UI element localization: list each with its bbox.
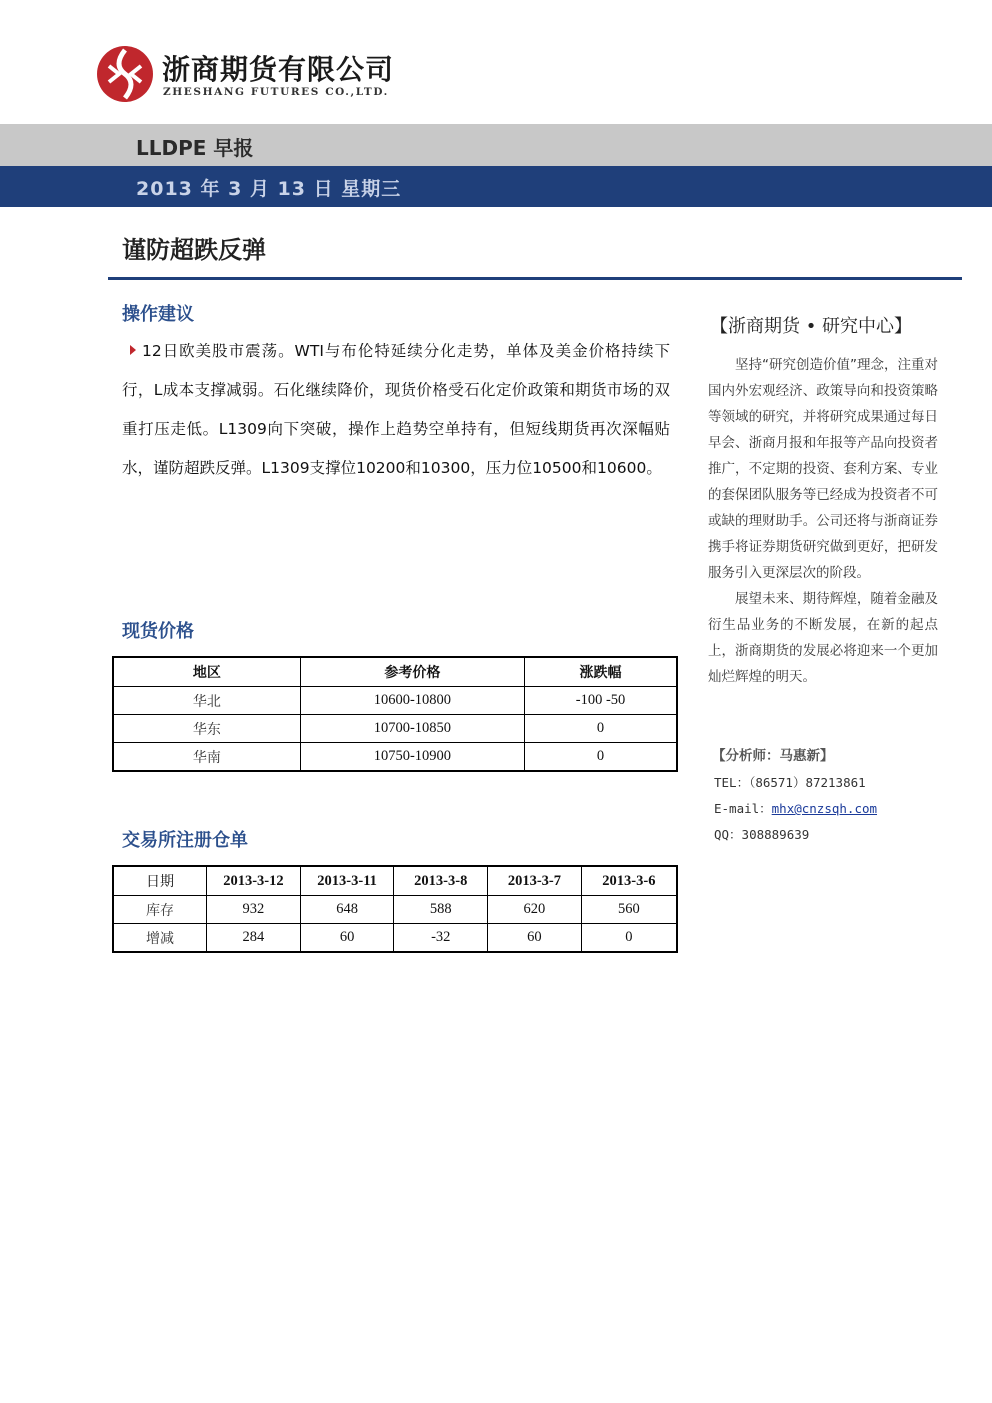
advice-paragraph — [122, 332, 670, 488]
advice-text: 12日欧美股市震荡。WTI与布伦特延续分化走势，单体及美金价格持续下行，L成本支撑减弱。石化继续降价，现货价格受石化定价政策和期货市场的双重打压走低。L1309向下突破，操作上趋势空单持有，但短线期货再次深幅贴水，谨防超跌反弹。L1309支撑位10200和10300，压力位10500和10600。 — [122, 342, 670, 477]
table-header-row — [113, 866, 677, 896]
company-logo-icon — [95, 44, 155, 104]
column-header: 2013-3-8 — [394, 866, 488, 896]
report-date-band — [0, 166, 992, 207]
region-cell: 华东 — [113, 715, 300, 743]
value-cell: 560 — [581, 896, 677, 924]
column-header: 2013-3-11 — [300, 866, 394, 896]
change-cell: 0 — [525, 743, 677, 772]
region-cell: 华南 — [113, 743, 300, 772]
price-cell: 10700-10850 — [300, 715, 524, 743]
headline-divider — [108, 277, 962, 280]
contact-qq: QQ：308889639 — [714, 827, 810, 842]
column-header: 地区 — [113, 657, 300, 687]
headline: 谨防超跌反弹 — [122, 236, 266, 264]
change-cell: -100 -50 — [525, 687, 677, 715]
table-row — [113, 743, 677, 772]
email-label: E-mail： — [714, 801, 772, 816]
intro-paragraph: 展望未来、期待辉煌，随着金融及衍生品业务的不断发展，在新的起点上，浙商期货的发展必将迎来一个更加灿烂辉煌的明天。 — [708, 591, 938, 685]
warehouse-table — [112, 865, 678, 953]
table-row — [113, 896, 677, 924]
price-cell: 10600-10800 — [300, 687, 524, 715]
change-cell: 0 — [525, 715, 677, 743]
advice-heading: 操作建议 — [122, 304, 194, 325]
value-cell: 60 — [488, 924, 582, 953]
company-name-cn: 浙商期货有限公司 — [162, 53, 395, 86]
region-cell: 华北 — [113, 687, 300, 715]
table-header-row — [113, 657, 677, 687]
value-cell: 60 — [300, 924, 394, 953]
intro-paragraph: 坚持“研究创造价值”理念，注重对国内外宏观经济、政策导向和投资策略等领域的研究，并将研究成果通过每日早会、浙商月报和年报等产品向投资者推广，不定期的投资、套利方案、专业的套保团队服务等已经成为投资者不可或缺的理财助手。公司还将与浙商证券携手将证券期货研究做到更好，把研发服务引入更深层次的阶段。 — [708, 357, 938, 581]
report-date: 2013 年 3 月 13 日 星期三 — [136, 178, 402, 200]
spot-heading: 现货价格 — [122, 621, 194, 642]
column-header: 参考价格 — [300, 657, 524, 687]
analyst-name: 【分析师：马惠新】 — [712, 748, 834, 764]
column-header: 2013-3-7 — [488, 866, 582, 896]
research-center-title: 【浙商期货 • 研究中心】 — [710, 316, 913, 337]
value-cell: 620 — [488, 896, 582, 924]
column-header: 2013-3-12 — [207, 866, 301, 896]
research-center-intro — [708, 352, 938, 690]
contact-email-line — [714, 799, 877, 817]
row-header: 库存 — [113, 896, 207, 924]
company-name-en: ZHESHANG FUTURES CO.,LTD. — [163, 86, 389, 98]
report-title-band — [0, 124, 992, 166]
value-cell: 588 — [394, 896, 488, 924]
table-row — [113, 687, 677, 715]
email-link[interactable]: mhx@cnzsqh.com — [771, 801, 878, 816]
table-row — [113, 924, 677, 953]
table-row — [113, 715, 677, 743]
column-header: 日期 — [113, 866, 207, 896]
column-header: 2013-3-6 — [581, 866, 677, 896]
price-cell: 10750-10900 — [300, 743, 524, 772]
column-header: 涨跌幅 — [525, 657, 677, 687]
report-title: LLDPE 早报 — [136, 136, 254, 160]
bullet-arrow-icon — [130, 345, 136, 355]
value-cell: 0 — [581, 924, 677, 953]
warehouse-heading: 交易所注册仓单 — [122, 830, 248, 851]
value-cell: 932 — [207, 896, 301, 924]
value-cell: -32 — [394, 924, 488, 953]
spot-price-table — [112, 656, 678, 772]
value-cell: 648 — [300, 896, 394, 924]
value-cell: 284 — [207, 924, 301, 953]
row-header: 增减 — [113, 924, 207, 953]
contact-tel: TEL：（86571）87213861 — [714, 775, 866, 790]
